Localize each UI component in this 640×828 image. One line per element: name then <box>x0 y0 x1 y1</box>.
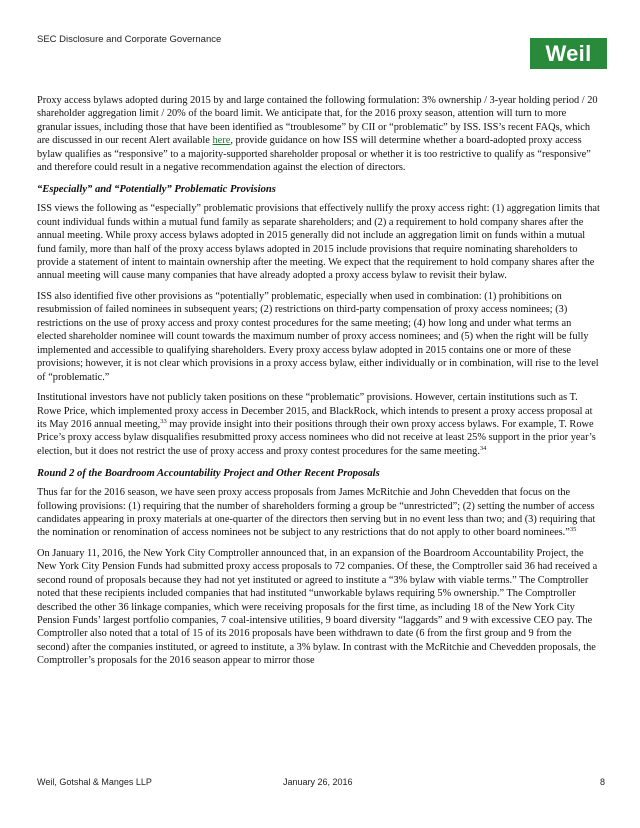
footnote-ref-33[interactable]: 33 <box>160 417 167 425</box>
paragraph-season-proposals <box>37 486 603 540</box>
intro-text-after-link: , provide guidance on how ISS will determine whether a board-adopted proxy access bylaw qualifies as “responsive” to a majority-supported shareholder proposal or whether it is too restrictive to qualify as “responsive” and therefore could result in a negative recommendation against the election of directors. <box>37 135 591 174</box>
institutional-text-2: may provide insight into their positions through their own proxy access bylaws. For example, T. Rowe Price’s proxy access bylaw disqualifies resubmitted proxy access nominees who did not receive at least 25% support in the prior year’s election, but it does not restrict the use of proxy access and proxy contest procedures for the same meeting. <box>37 418 596 457</box>
intro-text-before-link: Proxy access bylaws adopted during 2015 by and large contained the following formulation: 3% ownership / 3-year holding period / 20 shareholder aggregation limit / 20% of the board limit. We anticipate that, for the 2016 proxy season, attention will turn to more granular issues, including those that have been identified as “troublesome” by CII or “problematic” by ISS. ISS’s recent FAQs, which are discussed in our recent Alert available <box>37 95 598 147</box>
paragraph-especially-problematic: ISS views the following as “especially” problematic provisions that effectively nullify the proxy access right: (1) aggregation limits that count individual funds within a mutual fund family as separate shareholders; and (2) a requirement to hold company shares after the annual meeting. While proxy access bylaws adopted in 2015 generally did not include an aggregation limit on funds within a mutual fund family, more than half of the proxy access bylaws adopted in 2015 include provisions that require nominating shareholders to provide a statement of intent to maintain ownership after the meeting. We expect that the requirement to hold company shares after the annual meeting will cause many companies that have already adopted a proxy access bylaw to revisit their bylaw. <box>37 203 600 282</box>
paragraph-nyc-comptroller: On January 11, 2016, the New York City Comptroller announced that, in an expansion of the Boardroom Accountability Project, the New York City Pension Funds had submitted proxy access proposals to 72 companies. Of these, the Comptroller said 36 had received a second round of proposals because they had not yet instituted or agreed to institute a “3% bylaw with viable terms.” The Comptroller noted that these recipients included companies that had instituted “unworkable bylaws requiring 5% ownership.” The Comptroller described the other 36 linkage companies, which were receiving proposals for the first time, as including 18 of the New York City Pension Funds’ largest portfolio companies, 7 coal-intensive utilities, 9 board diversity “laggards” and 9 with excessive CEO pay. The Comptroller also noted that a total of 15 of its 2016 proposals have been withdrawn to date (6 from the first group and 9 from the second) after the companies instituted, or agreed to institute, a 3% bylaw. In contrast with the McRitchie and Chevedden proposals, the Comptroller’s proposals for the 2016 season appear to mirror those <box>37 547 598 667</box>
season-proposals-text: Thus far for the 2016 season, we have seen proxy access proposals from James McRitchie and John Chevedden that focus on the following provisions: (1) requiring that the number of shareholders forming a group be “unrestricted”; (2) setting the number of access candidates appearing in proxy materials at one-quarter of the directors then serving but in no event less than two; and (3) requiring that the nomination or renomination of access nominees not be subject to any restrictions that do not apply to other board nominees.” <box>37 487 596 539</box>
paragraph-institutional-investors <box>37 391 603 458</box>
footnote-ref-35[interactable]: 35 <box>569 526 577 534</box>
page-number: 8 <box>599 777 605 787</box>
section-header: SEC Disclosure and Corporate Governance <box>37 34 222 45</box>
body-content <box>37 94 603 675</box>
weil-logo: Weil <box>530 38 607 69</box>
alert-link[interactable]: here <box>212 135 231 147</box>
footer-date: January 26, 2016 <box>283 777 353 787</box>
institutional-text-1: Institutional investors have not publicly taken positions on these “problematic” provisions. However, certain institutions such as T. Rowe Price, which implemented proxy access in December 2015, and BlackRock, which intends to present a proxy access proposal at its May 2016 annual meeting, <box>37 392 593 430</box>
footnote-ref-34[interactable]: 34 <box>479 444 487 452</box>
paragraph-potentially-problematic: ISS also identified five other provisions as “potentially” problematic, especially when used in combination: (1) prohibitions on resubmission of failed nominees in subsequent years; (2) restrictions on third-party compensation of proxy access nominees; (3) restrictions on the use of proxy access and proxy contest procedures for the same meeting; (4) how long and under what terms an elected shareholder nominee will count towards the maximum number of proxy access nominees; and (5) when the right will be fully implemented and accessible to qualifying shareholders. Every proxy access bylaw adopted in 2015 contains one or more of these provisions; however, it is not clear which provisions in a proxy access bylaw, either individually or in combination, will rise to the level of “problematic.” <box>37 291 599 383</box>
heading-problematic-provisions: “Especially” and “Potentially” Problematic Provisions <box>37 184 276 196</box>
footer-firm: Weil, Gotshal & Manges LLP <box>37 777 152 787</box>
paragraph-intro <box>37 94 603 174</box>
heading-round-2: Round 2 of the Boardroom Accountability Project and Other Recent Proposals <box>37 467 380 479</box>
